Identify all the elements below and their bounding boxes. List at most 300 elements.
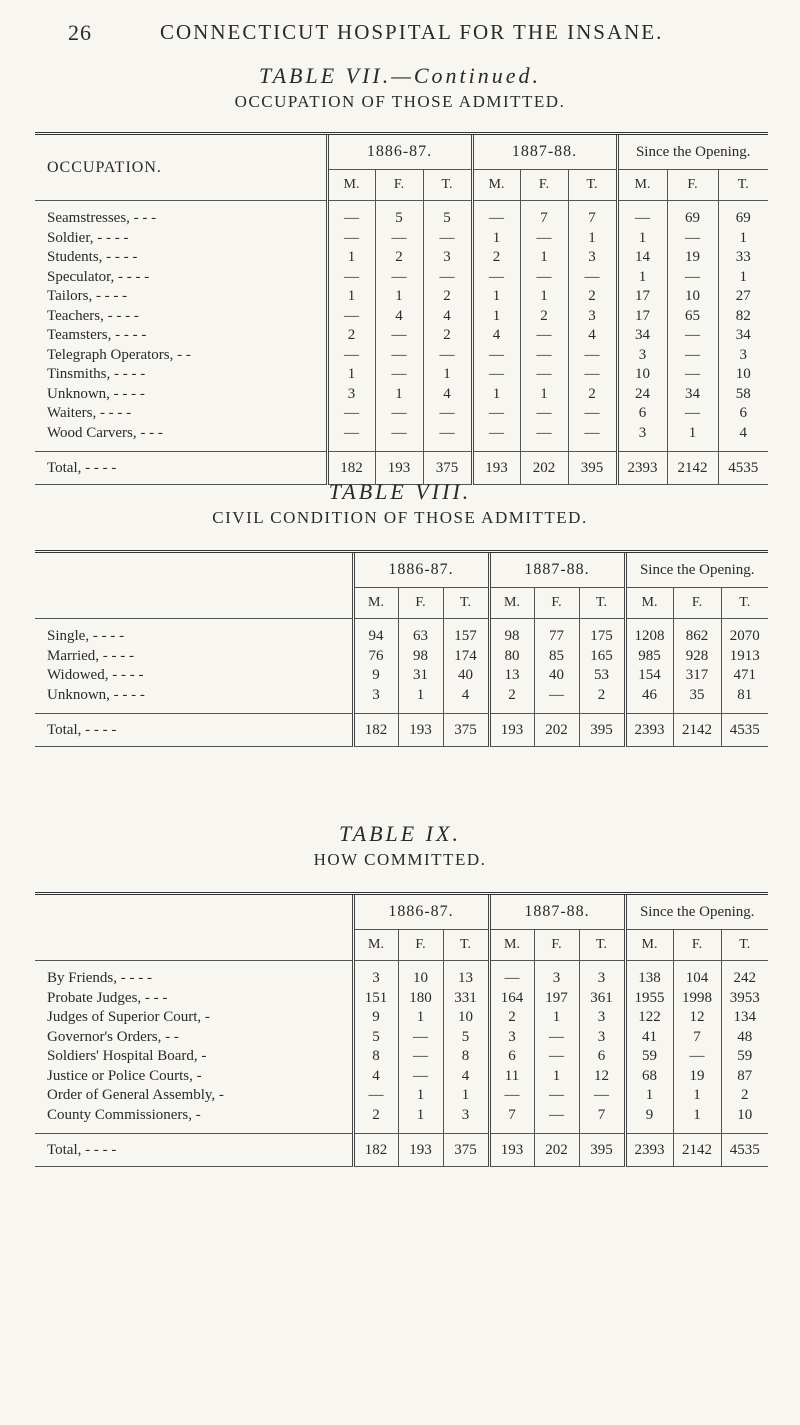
cell-since-m: 2393 xyxy=(625,714,673,747)
cell-since-t: 59 xyxy=(737,1048,753,1065)
cell-1886-87-t: 2 xyxy=(423,326,472,346)
cell-1887-88-t: 3 xyxy=(568,248,617,268)
cell-since-t: 1 xyxy=(739,229,747,246)
row-label: Probate Judges, - - - xyxy=(35,989,353,1009)
cell-since-t: 10 xyxy=(737,1106,753,1123)
cell-since-t: 4 xyxy=(739,424,747,441)
row-label: Soldier, - - - - xyxy=(35,229,327,249)
row-label: By Friends, - - - - xyxy=(35,969,353,989)
cell-1887-88-m: 193 xyxy=(489,1134,534,1167)
table-vii-section xyxy=(0,62,800,485)
col-f: F. xyxy=(534,588,579,619)
cell-1886-87-m: — xyxy=(327,307,375,327)
cell-1886-87-m: 182 xyxy=(327,452,375,485)
col-m: M. xyxy=(353,930,398,961)
cell-1887-88-f: — xyxy=(534,1106,579,1126)
cell-since-t: 10 xyxy=(735,366,751,383)
cell-1887-88-t: 361 xyxy=(579,989,625,1009)
cell-1887-88-t: 3 xyxy=(579,1008,625,1028)
cell-1887-88-f: 1 xyxy=(520,287,568,307)
cell-1886-87-t: 4 xyxy=(443,1067,489,1087)
how-committed-table xyxy=(35,892,768,1167)
cell-1886-87-m: 1 xyxy=(327,248,375,268)
table-row xyxy=(35,969,768,989)
cell-1887-88-t: 2 xyxy=(568,385,617,405)
cell-since-f: — xyxy=(667,365,718,385)
cell-1887-88-t: 2 xyxy=(568,287,617,307)
cell-1887-88-m: 1 xyxy=(472,229,520,249)
year-header-1887-88: 1887-88. xyxy=(489,895,625,930)
row-label: Seamstresses, - - - xyxy=(35,209,327,229)
cell-1887-88-t: — xyxy=(579,1086,625,1106)
cell-1887-88-f: 40 xyxy=(534,666,579,686)
row-label: Total, - - - - xyxy=(35,1134,353,1167)
cell-since-t: 2 xyxy=(741,1087,749,1104)
table-row xyxy=(35,666,768,686)
col-t: T. xyxy=(721,588,768,619)
cell-1887-88-m: 193 xyxy=(472,452,520,485)
year-header-1886-87: 1886-87. xyxy=(353,553,489,588)
cell-1887-88-m: 193 xyxy=(489,714,534,747)
cell-1886-87-t: 174 xyxy=(443,647,489,667)
cell-1887-88-m: 1 xyxy=(472,307,520,327)
occupation-column-header: OCCUPATION. xyxy=(35,135,327,201)
row-label: County Commissioners, - xyxy=(35,1106,353,1126)
cell-1887-88-f: — xyxy=(534,686,579,706)
cell-1887-88-m: 3 xyxy=(489,1028,534,1048)
cell-since-f: 19 xyxy=(673,1067,721,1087)
row-label: Unknown, - - - - xyxy=(35,385,327,405)
cell-1886-87-f: — xyxy=(375,346,423,366)
cell-1886-87-t: 40 xyxy=(443,666,489,686)
col-t: T. xyxy=(443,588,489,619)
cell-1887-88-f: 85 xyxy=(534,647,579,667)
cell-1887-88-m: — xyxy=(489,969,534,989)
col-t: T. xyxy=(443,930,489,961)
cell-since-f: 2142 xyxy=(667,452,718,485)
cell-since-m: 17 xyxy=(617,287,667,307)
col-m: M. xyxy=(472,170,520,201)
cell-since-f: 10 xyxy=(667,287,718,307)
cell-1886-87-t: 3 xyxy=(423,248,472,268)
cell-1887-88-f: — xyxy=(520,326,568,346)
cell-1887-88-f: 1 xyxy=(520,385,568,405)
cell-1886-87-t: 13 xyxy=(443,969,489,989)
cell-1886-87-f: 63 xyxy=(398,627,443,647)
year-header-1886-87: 1886-87. xyxy=(327,135,472,170)
cell-1887-88-m: 2 xyxy=(489,686,534,706)
cell-1886-87-f: — xyxy=(398,1067,443,1087)
row-label: Governor's Orders, - - xyxy=(35,1028,353,1048)
cell-1886-87-t: 8 xyxy=(443,1047,489,1067)
civil-condition-table xyxy=(35,550,768,747)
cell-1886-87-m: 2 xyxy=(353,1106,398,1126)
cell-1886-87-m: — xyxy=(327,268,375,288)
cell-1886-87-m: 3 xyxy=(327,385,375,405)
cell-since-m: 3 xyxy=(617,424,667,444)
page-header xyxy=(0,20,800,50)
cell-1886-87-m: 9 xyxy=(353,666,398,686)
cell-since-t: 3953 xyxy=(729,989,760,1006)
cell-1887-88-m: 11 xyxy=(489,1067,534,1087)
cell-since-f: 65 xyxy=(667,307,718,327)
cell-1886-87-m: 3 xyxy=(353,969,398,989)
cell-1887-88-f: 3 xyxy=(534,969,579,989)
col-m: M. xyxy=(353,588,398,619)
row-label: Speculator, - - - - xyxy=(35,268,327,288)
table-row xyxy=(35,1086,768,1106)
cell-1886-87-t: — xyxy=(423,268,472,288)
cell-1886-87-t: 375 xyxy=(443,1134,489,1167)
cell-since-t: 27 xyxy=(735,288,751,305)
cell-since-t: 48 xyxy=(737,1028,753,1045)
page-number: 26 xyxy=(68,20,92,45)
row-label: Soldiers' Hospital Board, - xyxy=(35,1047,353,1067)
total-row xyxy=(35,714,768,747)
cell-since-f: 12 xyxy=(673,1008,721,1028)
cell-since-m: 68 xyxy=(625,1067,673,1087)
cell-since-m: 14 xyxy=(617,248,667,268)
cell-1887-88-f: 197 xyxy=(534,989,579,1009)
cell-1886-87-f: 1 xyxy=(375,287,423,307)
cell-1887-88-m: — xyxy=(472,404,520,424)
cell-since-m: 9 xyxy=(625,1106,673,1126)
cell-since-t: 1 xyxy=(739,268,747,285)
table-row xyxy=(35,385,768,405)
cell-1886-87-t: 5 xyxy=(423,209,472,229)
cell-1886-87-t: 4 xyxy=(423,385,472,405)
cell-since-m: 1 xyxy=(625,1086,673,1106)
cell-1887-88-t: 3 xyxy=(568,307,617,327)
col-t: T. xyxy=(718,170,768,201)
cell-1887-88-f: 77 xyxy=(534,627,579,647)
cell-1887-88-f: — xyxy=(534,1028,579,1048)
cell-1886-87-m: 76 xyxy=(353,647,398,667)
cell-1886-87-f: — xyxy=(375,229,423,249)
cell-1886-87-f: 1 xyxy=(398,1008,443,1028)
cell-1887-88-t: — xyxy=(568,404,617,424)
cell-since-f: — xyxy=(667,346,718,366)
cell-1887-88-t: 3 xyxy=(579,1028,625,1048)
cell-1886-87-f: 193 xyxy=(398,714,443,747)
cell-1886-87-f: 10 xyxy=(398,969,443,989)
cell-1887-88-t: 2 xyxy=(579,686,625,706)
cell-since-t: 81 xyxy=(737,686,753,703)
cell-1886-87-t: 331 xyxy=(443,989,489,1009)
cell-1887-88-t: 6 xyxy=(579,1047,625,1067)
cell-1887-88-t: — xyxy=(568,424,617,444)
cell-1886-87-t: 5 xyxy=(443,1028,489,1048)
cell-since-m: 2393 xyxy=(617,452,667,485)
table-row xyxy=(35,209,768,229)
cell-since-f: 1 xyxy=(673,1106,721,1126)
year-header-1887-88: 1887-88. xyxy=(472,135,617,170)
cell-1887-88-f: 202 xyxy=(534,1134,579,1167)
cell-1887-88-t: 7 xyxy=(579,1106,625,1126)
cell-1886-87-f: 4 xyxy=(375,307,423,327)
cell-1886-87-f: 1 xyxy=(375,385,423,405)
cell-since-f: 2142 xyxy=(673,714,721,747)
cell-since-t: 87 xyxy=(737,1067,753,1084)
col-m: M. xyxy=(625,588,673,619)
row-label: Judges of Superior Court, - xyxy=(35,1008,353,1028)
since-opening-header: Since the Opening. xyxy=(639,903,755,920)
cell-1886-87-f: — xyxy=(375,404,423,424)
cell-since-t: 1913 xyxy=(729,647,760,664)
row-label: Single, - - - - xyxy=(35,627,353,647)
cell-1886-87-m: 5 xyxy=(353,1028,398,1048)
cell-since-t: 6 xyxy=(739,405,747,422)
cell-since-t: 34 xyxy=(735,327,751,344)
cell-1886-87-f: 193 xyxy=(375,452,423,485)
cell-since-m: 24 xyxy=(617,385,667,405)
table-row xyxy=(35,268,768,288)
cell-since-t: 471 xyxy=(733,667,756,684)
cell-since-f: 928 xyxy=(673,647,721,667)
cell-since-f: 34 xyxy=(667,385,718,405)
cell-1887-88-m: — xyxy=(489,1086,534,1106)
cell-1887-88-t: — xyxy=(568,268,617,288)
cell-since-f: — xyxy=(667,229,718,249)
cell-1886-87-m: — xyxy=(327,229,375,249)
col-f: F. xyxy=(667,170,718,201)
cell-since-t: 69 xyxy=(735,210,751,227)
col-f: F. xyxy=(398,588,443,619)
cell-1886-87-m: — xyxy=(353,1086,398,1106)
cell-since-m: 154 xyxy=(625,666,673,686)
col-f: F. xyxy=(398,930,443,961)
cell-1886-87-m: 4 xyxy=(353,1067,398,1087)
row-label: Telegraph Operators, - - xyxy=(35,346,327,366)
cell-1887-88-m: — xyxy=(472,346,520,366)
cell-1886-87-m: 2 xyxy=(327,326,375,346)
cell-1886-87-m: 1 xyxy=(327,287,375,307)
cell-since-f: 862 xyxy=(673,627,721,647)
cell-since-t: 4535 xyxy=(721,714,768,747)
cell-1887-88-f: 7 xyxy=(520,209,568,229)
cell-since-f: 69 xyxy=(667,209,718,229)
col-m: M. xyxy=(327,170,375,201)
col-m: M. xyxy=(617,170,667,201)
cell-since-m: 46 xyxy=(625,686,673,706)
cell-1887-88-m: 7 xyxy=(489,1106,534,1126)
cell-1887-88-m: — xyxy=(472,424,520,444)
cell-1887-88-t: — xyxy=(568,346,617,366)
cell-1886-87-f: — xyxy=(398,1047,443,1067)
cell-1887-88-m: 164 xyxy=(489,989,534,1009)
cell-1886-87-m: 1 xyxy=(327,365,375,385)
cell-1886-87-f: — xyxy=(375,268,423,288)
cell-since-m: 1208 xyxy=(625,627,673,647)
cell-1886-87-t: — xyxy=(423,404,472,424)
cell-since-f: 317 xyxy=(673,666,721,686)
cell-1886-87-t: 3 xyxy=(443,1106,489,1126)
cell-1887-88-t: 1 xyxy=(568,229,617,249)
row-label: Teamsters, - - - - xyxy=(35,326,327,346)
cell-1887-88-m: 98 xyxy=(489,627,534,647)
cell-since-m: 17 xyxy=(617,307,667,327)
cell-1886-87-f: 193 xyxy=(398,1134,443,1167)
table-row xyxy=(35,248,768,268)
row-label: Tinsmiths, - - - - xyxy=(35,365,327,385)
table-row xyxy=(35,365,768,385)
cell-1886-87-f: — xyxy=(375,424,423,444)
cell-1886-87-m: 9 xyxy=(353,1008,398,1028)
cell-since-t: 82 xyxy=(735,307,751,324)
cell-1886-87-t: 4 xyxy=(423,307,472,327)
table-row xyxy=(35,307,768,327)
cell-since-m: 985 xyxy=(625,647,673,667)
since-opening-header: Since the Opening. xyxy=(639,561,755,578)
cell-1886-87-m: 8 xyxy=(353,1047,398,1067)
table-subtitle: OCCUPATION OF THOSE ADMITTED. xyxy=(234,92,566,111)
cell-1887-88-f: 202 xyxy=(534,714,579,747)
cell-1887-88-m: — xyxy=(472,268,520,288)
cell-1886-87-t: 2 xyxy=(423,287,472,307)
table-row xyxy=(35,1067,768,1087)
cell-1886-87-f: 1 xyxy=(398,1086,443,1106)
cell-1887-88-f: 1 xyxy=(534,1008,579,1028)
table-row xyxy=(35,1047,768,1067)
cell-since-f: 1998 xyxy=(673,989,721,1009)
cell-since-t: 3 xyxy=(739,346,747,363)
year-header-1886-87: 1886-87. xyxy=(353,895,489,930)
cell-1886-87-m: 151 xyxy=(353,989,398,1009)
table-row xyxy=(35,346,768,366)
cell-since-f: 35 xyxy=(673,686,721,706)
table-row xyxy=(35,1008,768,1028)
cell-1887-88-t: 175 xyxy=(579,627,625,647)
row-label: Total, - - - - xyxy=(35,714,353,747)
cell-1887-88-m: 6 xyxy=(489,1047,534,1067)
col-t: T. xyxy=(579,930,625,961)
running-head: CONNECTICUT HOSPITAL FOR THE INSANE. xyxy=(160,20,664,44)
col-f: F. xyxy=(673,930,721,961)
cell-1887-88-m: 13 xyxy=(489,666,534,686)
cell-1887-88-f: — xyxy=(534,1047,579,1067)
cell-1887-88-t: 395 xyxy=(568,452,617,485)
cell-since-t: 58 xyxy=(735,385,751,402)
row-label: Wood Carvers, - - - xyxy=(35,424,327,444)
cell-1886-87-m: — xyxy=(327,209,375,229)
cell-1886-87-f: 98 xyxy=(398,647,443,667)
cell-1886-87-t: — xyxy=(423,229,472,249)
cell-1886-87-m: — xyxy=(327,346,375,366)
cell-1887-88-m: 1 xyxy=(472,385,520,405)
cell-1886-87-t: 1 xyxy=(443,1086,489,1106)
table-row xyxy=(35,424,768,444)
cell-1886-87-f: 1 xyxy=(398,1106,443,1126)
table-row xyxy=(35,647,768,667)
cell-since-m: 10 xyxy=(617,365,667,385)
cell-since-t: 242 xyxy=(733,970,756,987)
cell-1886-87-t: 4 xyxy=(443,686,489,706)
cell-1886-87-t: — xyxy=(423,346,472,366)
cell-1887-88-f: — xyxy=(520,424,568,444)
cell-since-f: 7 xyxy=(673,1028,721,1048)
cell-1886-87-m: 94 xyxy=(353,627,398,647)
cell-since-m: 2393 xyxy=(625,1134,673,1167)
table-subtitle: CIVIL CONDITION OF THOSE ADMITTED. xyxy=(212,508,588,527)
cell-1886-87-f: 2 xyxy=(375,248,423,268)
row-label: Teachers, - - - - xyxy=(35,307,327,327)
cell-1886-87-f: 1 xyxy=(398,686,443,706)
cell-1887-88-f: — xyxy=(534,1086,579,1106)
cell-1887-88-m: 4 xyxy=(472,326,520,346)
row-label: Justice or Police Courts, - xyxy=(35,1067,353,1087)
row-label: Widowed, - - - - xyxy=(35,666,353,686)
table-caption: TABLE VIII. xyxy=(328,479,472,504)
cell-1887-88-t: — xyxy=(568,365,617,385)
table-ix-section xyxy=(0,820,800,1167)
cell-since-t: 134 xyxy=(733,1009,756,1026)
cell-1886-87-t: 1 xyxy=(423,365,472,385)
since-opening-header: Since the Opening. xyxy=(635,143,751,160)
cell-1886-87-t: — xyxy=(423,424,472,444)
col-t: T. xyxy=(721,930,768,961)
cell-since-f: 104 xyxy=(673,969,721,989)
table-viii-section xyxy=(0,478,800,747)
cell-1887-88-f: 1 xyxy=(534,1067,579,1087)
table-row xyxy=(35,1106,768,1126)
col-f: F. xyxy=(534,930,579,961)
cell-1887-88-f: 1 xyxy=(520,248,568,268)
cell-since-f: — xyxy=(667,268,718,288)
cell-1886-87-f: 31 xyxy=(398,666,443,686)
cell-since-m: 1 xyxy=(617,268,667,288)
row-label: Waiters, - - - - xyxy=(35,404,327,424)
col-m: M. xyxy=(625,930,673,961)
cell-since-m: 138 xyxy=(625,969,673,989)
table-row xyxy=(35,989,768,1009)
cell-1887-88-f: — xyxy=(520,229,568,249)
table-row xyxy=(35,287,768,307)
cell-since-f: 2142 xyxy=(673,1134,721,1167)
row-label: Unknown, - - - - xyxy=(35,686,353,706)
cell-since-m: 41 xyxy=(625,1028,673,1048)
occupation-table xyxy=(35,132,768,485)
cell-1886-87-f: 180 xyxy=(398,989,443,1009)
row-label: Total, - - - - xyxy=(35,452,327,485)
cell-since-f: — xyxy=(667,404,718,424)
table-row xyxy=(35,686,768,706)
cell-1886-87-t: 375 xyxy=(443,714,489,747)
col-t: T. xyxy=(423,170,472,201)
cell-1887-88-t: 395 xyxy=(579,714,625,747)
cell-since-f: 1 xyxy=(673,1086,721,1106)
cell-1887-88-f: — xyxy=(520,365,568,385)
year-header-1887-88: 1887-88. xyxy=(489,553,625,588)
cell-1886-87-f: — xyxy=(398,1028,443,1048)
cell-1886-87-f: — xyxy=(375,326,423,346)
cell-since-m: 59 xyxy=(625,1047,673,1067)
col-f: F. xyxy=(520,170,568,201)
cell-1887-88-m: — xyxy=(472,365,520,385)
cell-1887-88-f: — xyxy=(520,404,568,424)
cell-since-t: 4535 xyxy=(718,452,768,485)
cell-1887-88-t: 7 xyxy=(568,209,617,229)
row-label: Married, - - - - xyxy=(35,647,353,667)
cell-since-f: 19 xyxy=(667,248,718,268)
cell-1887-88-m: 2 xyxy=(472,248,520,268)
table-subtitle: HOW COMMITTED. xyxy=(313,850,487,869)
total-row xyxy=(35,1134,768,1167)
col-m: M. xyxy=(489,588,534,619)
cell-1887-88-m: 80 xyxy=(489,647,534,667)
cell-1887-88-t: 53 xyxy=(579,666,625,686)
row-label: Order of General Assembly, - xyxy=(35,1086,353,1106)
row-label: Students, - - - - xyxy=(35,248,327,268)
